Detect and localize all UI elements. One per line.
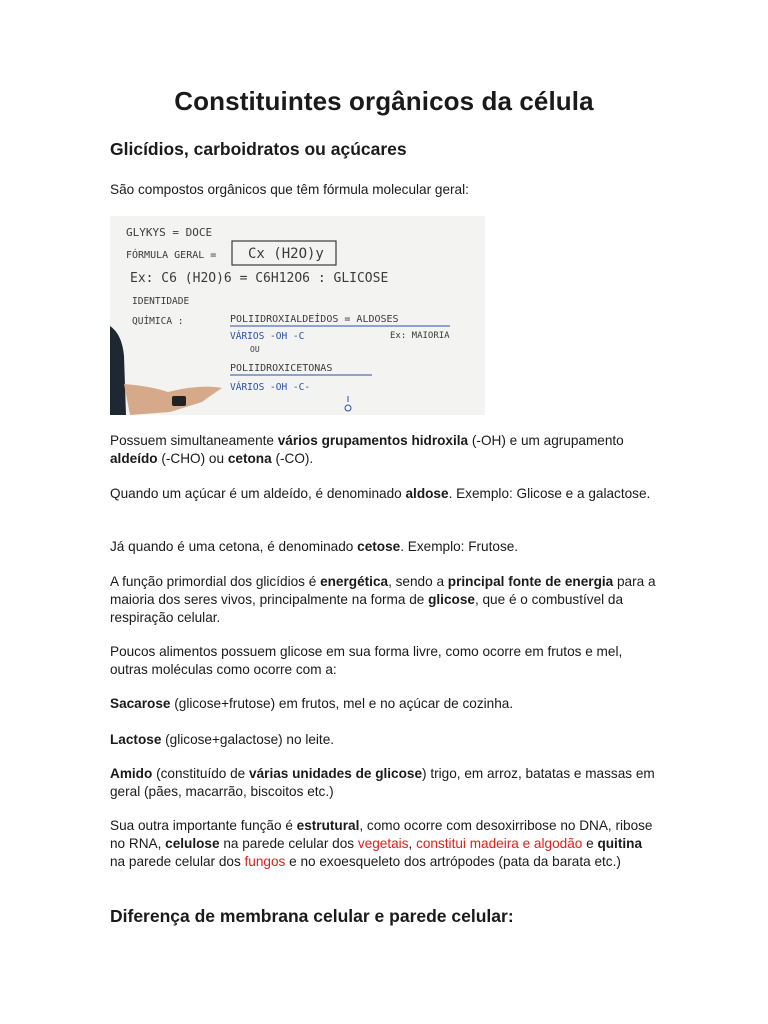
bold-text: principal fonte de energia (447, 574, 614, 589)
bold-text: cetose (357, 539, 401, 554)
board-line-2b: Cx (H2O)y (248, 246, 324, 262)
paragraph-hidroxila (110, 432, 658, 468)
bold-text: Sacarose (110, 696, 171, 711)
text: , (408, 836, 417, 851)
bold-text: celulose (165, 836, 220, 851)
board-line-5b: POLIIDROXIALDEÍDOS = ALDOSES (230, 314, 399, 325)
text: . Exemplo: Frutose. (400, 539, 519, 554)
text: A função primordial dos glicídios é (110, 574, 321, 589)
bold-text: energética (320, 574, 389, 589)
board-line-3: Ex: C6 (H2O)6 = C6H12O6 : GLICOSE (130, 271, 389, 286)
whiteboard-drawing (110, 216, 485, 415)
paragraph-energetica (110, 573, 658, 627)
board-line-6a: VÁRIOS -OH -C (230, 331, 305, 342)
paragraph-sacarose (110, 695, 658, 713)
text: Já quando é uma cetona, é denominado (110, 539, 358, 554)
board-line-7: OU (250, 345, 260, 354)
text: Sua outra importante função é (110, 818, 297, 833)
bold-text: estrutural (296, 818, 360, 833)
text: (glicose+frutose) em frutos, mel e no açúcar de cozinha. (170, 696, 514, 711)
board-line-5a: QUÍMICA : (132, 316, 184, 327)
bold-text: glicose (428, 592, 475, 607)
paragraph-glicose-livre: Poucos alimentos possuem glicose em sua forma livre, como ocorre em frutos e mel, outras moléculas como ocorre com a: (110, 644, 623, 677)
bold-text: Lactose (110, 732, 162, 747)
board-line-6b: Ex: MAIORIA (390, 331, 450, 341)
page-title: Constituintes orgânicos da célula (174, 86, 594, 116)
text: e no exoesqueleto dos artrópodes (pata da barata etc.) (285, 854, 621, 869)
board-line-1: GLYKYS = DOCE (126, 226, 213, 239)
text: e (582, 836, 598, 851)
paragraph-cetose (110, 538, 658, 556)
bold-text: Amido (110, 766, 153, 781)
bold-text: aldeído (110, 451, 158, 466)
paragraph-amido (110, 765, 658, 801)
text: Possuem simultaneamente (110, 433, 278, 448)
text: Quando um açúcar é um aldeído, é denominado (110, 486, 406, 501)
text: , que é o combustível da respiração celular. (110, 592, 624, 625)
bold-text: aldose (405, 486, 449, 501)
text: na parede celular dos (110, 854, 245, 869)
intro-paragraph: São compostos orgânicos que têm fórmula molecular geral: (110, 182, 469, 197)
whiteboard-image (110, 216, 485, 415)
highlight-text: vegetais (357, 836, 409, 851)
board-line-2a: FÓRMULA GERAL = (126, 250, 217, 261)
bold-text: quitina (597, 836, 643, 851)
bold-text: várias unidades de glicose (249, 766, 423, 781)
paragraph-aldose (110, 485, 658, 503)
board-line-9: VÁRIOS -OH -C- (230, 382, 311, 393)
text: , como ocorre com desoxirribose no DNA, ribose no RNA, (110, 818, 653, 851)
text: (constituído de (152, 766, 250, 781)
section-heading-glicidios: Glicídios, carboidratos ou açúcares (110, 139, 407, 159)
board-line-8: POLIIDROXICETONAS (230, 363, 333, 374)
bold-text: vários grupamentos hidroxila (277, 433, 469, 448)
text: (-CHO) ou (157, 451, 228, 466)
text: ) trigo, em arroz, batatas e massas em geral (pães, macarrão, biscoitos etc.) (110, 766, 655, 799)
text: , sendo a (388, 574, 448, 589)
highlight-text: fungos (244, 854, 286, 869)
paragraph-estrutural (110, 817, 658, 871)
text: para a maioria dos seres vivos, principalmente na forma de (110, 574, 656, 607)
bold-text: cetona (227, 451, 272, 466)
text: (-OH) e um agrupamento (468, 433, 624, 448)
text: . Exemplo: Glicose e a galactose. (448, 486, 651, 501)
text: na parede celular dos (219, 836, 358, 851)
section-heading-membrana: Diferença de membrana celular e parede celular: (110, 906, 514, 926)
board-line-4: IDENTIDADE (132, 296, 190, 307)
paragraph-lactose (110, 731, 658, 749)
text: (-CO). (271, 451, 314, 466)
highlight-text: constitui madeira e algodão (416, 836, 583, 851)
text: (glicose+galactose) no leite. (161, 732, 335, 747)
